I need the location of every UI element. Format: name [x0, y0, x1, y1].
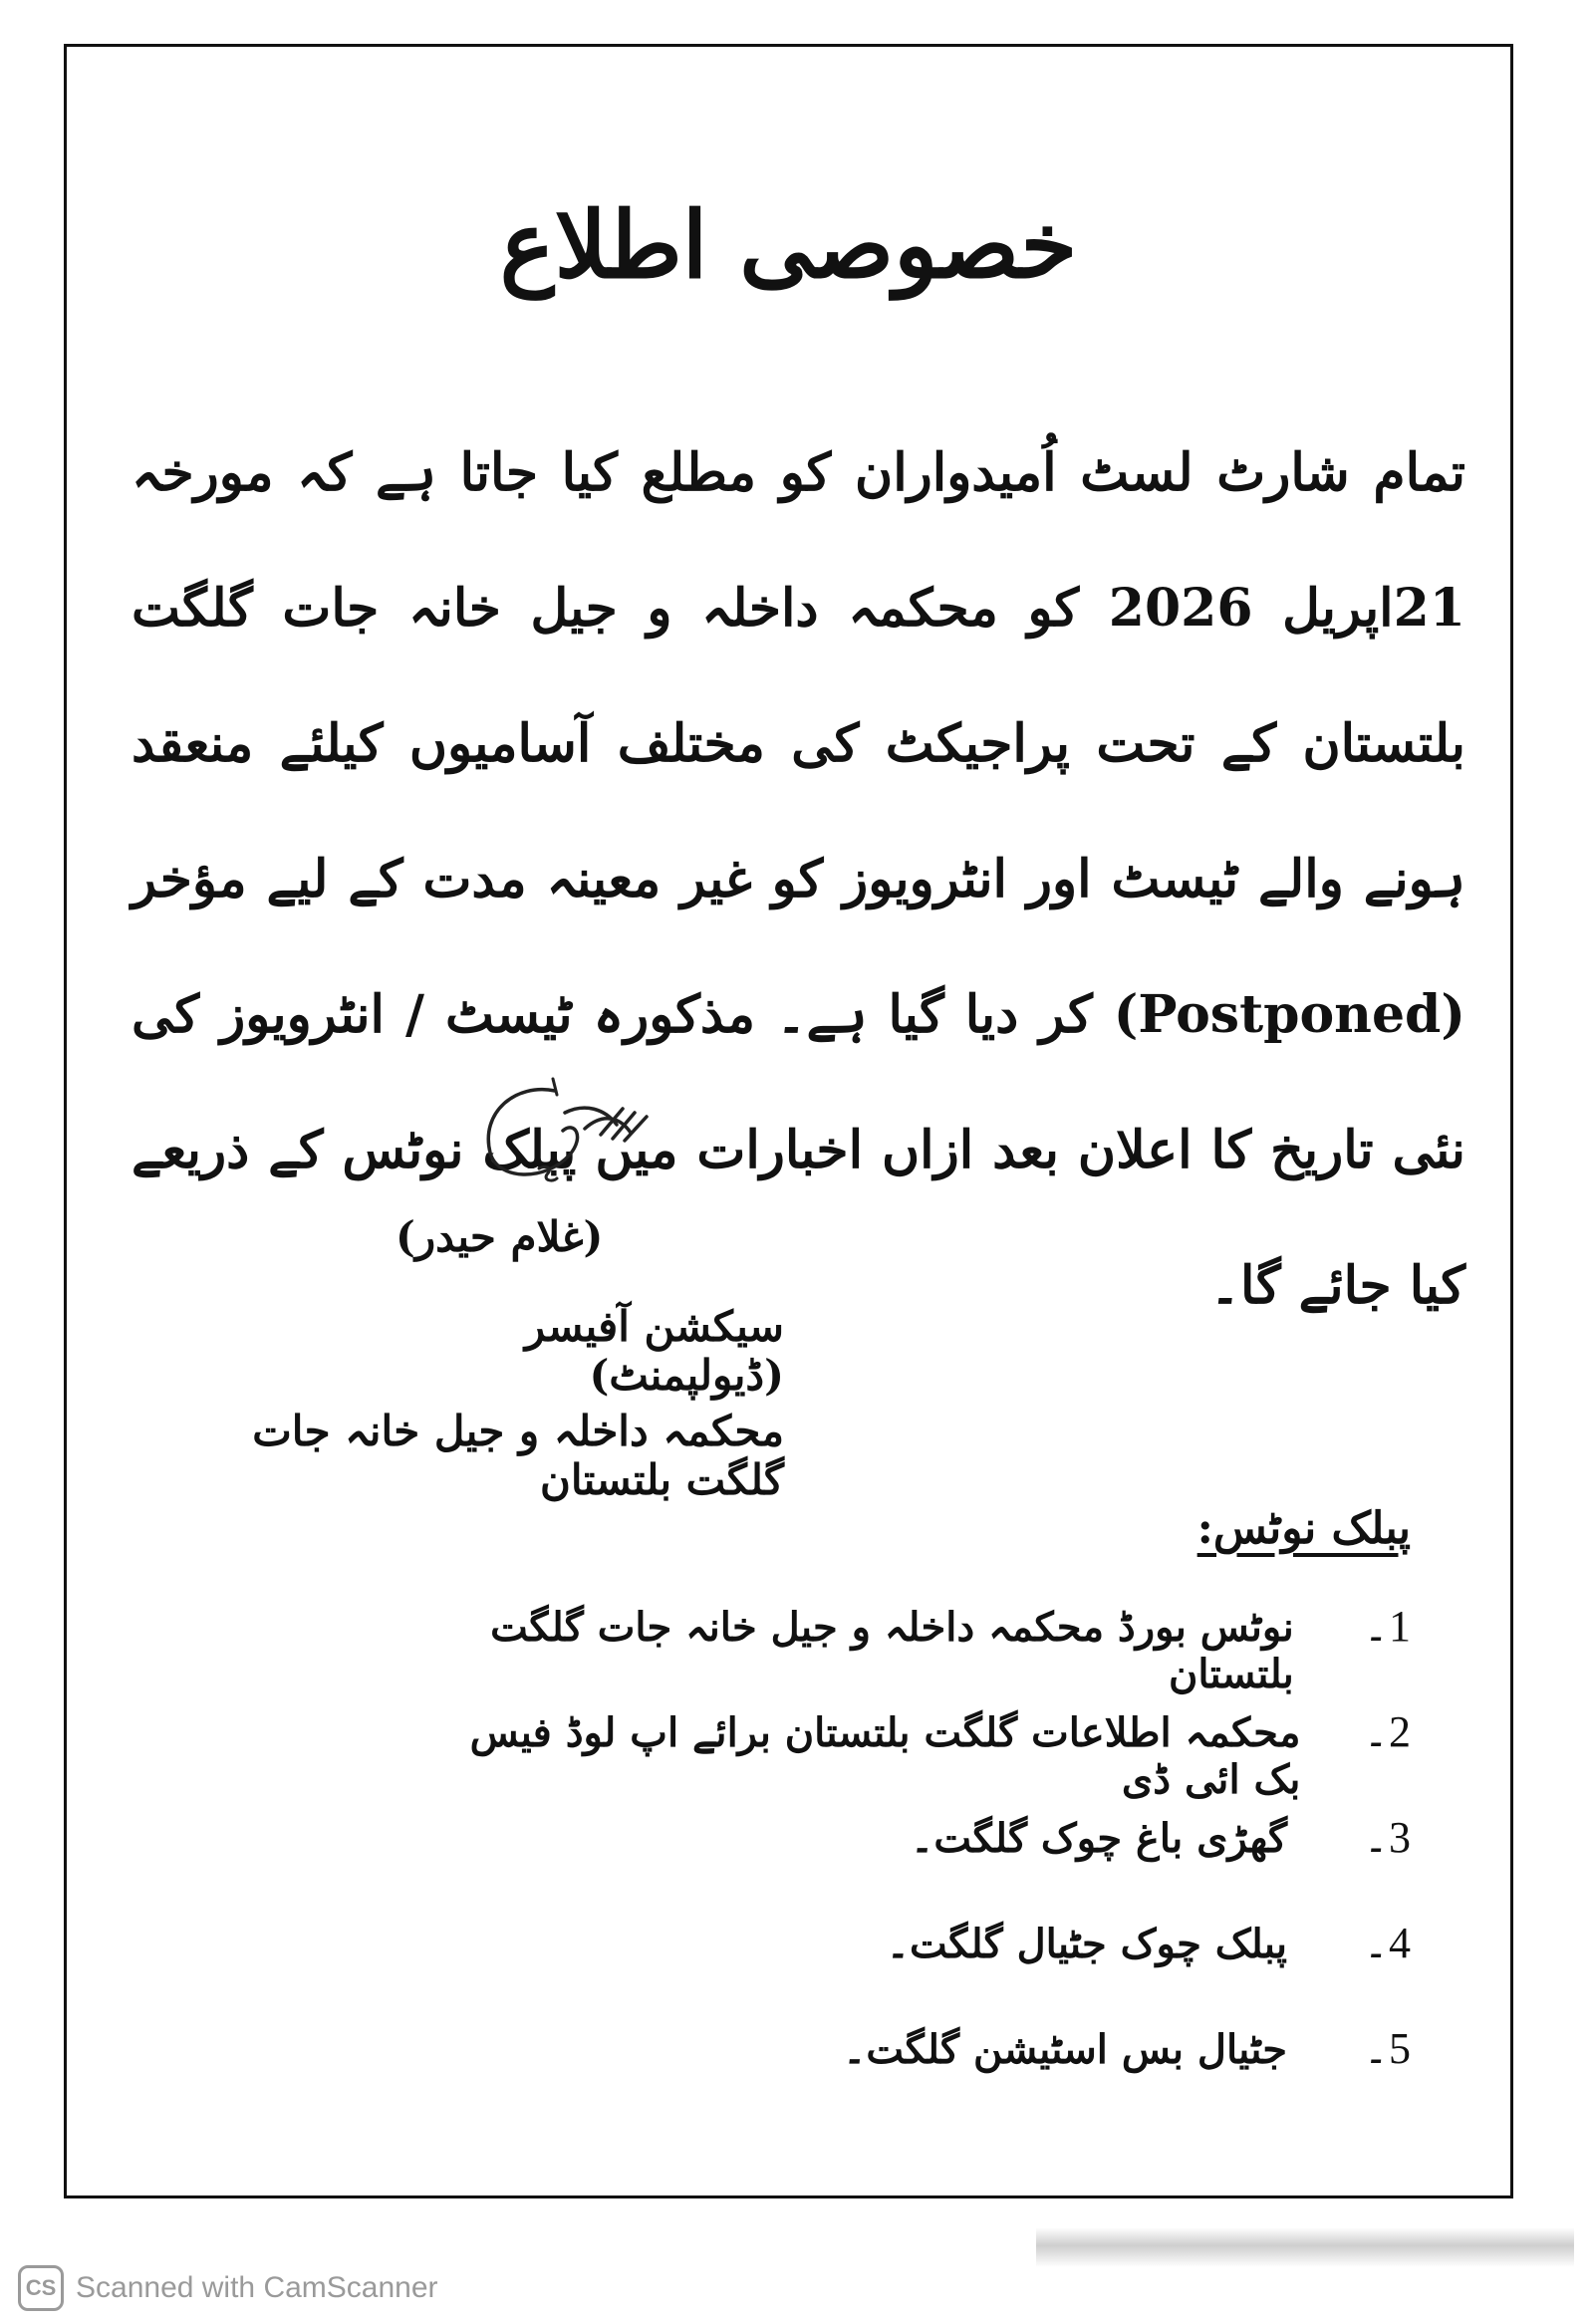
list-item: [414, 1812, 1411, 1918]
list-item-text: محکمہ اطلاعات گلگت بلتستان برائے اپ لوڈ فیس بک ائی ڈی: [469, 1709, 1301, 1803]
camscanner-watermark: [18, 2265, 438, 2311]
list-item: [414, 1601, 1411, 1706]
list-item-text: گھڑی باغ چوک گلگت۔: [910, 1815, 1287, 1862]
signature-mark: [435, 1073, 674, 1212]
watermark-text: Scanned with CamScanner: [76, 2271, 438, 2304]
signatory-department: محکمہ داخلہ و جیل خانہ جات گلگت بلتستان: [252, 1407, 784, 1504]
list-item-number: 3۔: [1363, 1813, 1411, 1862]
scan-edge-shadow: [1036, 2227, 1574, 2267]
list-item: [414, 2023, 1411, 2129]
list-item-text: جٹیال بس اسٹیشن گلگت۔: [842, 2026, 1287, 2073]
signatory-designation: سیکشن آفیسر (ڈیولپمنٹ): [524, 1302, 784, 1400]
list-item-number: 5۔: [1363, 2024, 1411, 2073]
list-item: [414, 1918, 1411, 2023]
signatory-name: (غلام حیدر): [396, 1212, 604, 1261]
signature-block: [186, 1073, 784, 1504]
list-item-number: 1۔: [1363, 1602, 1411, 1651]
notice-body: تمام شارٹ لسٹ اُمیدواران کو مطلع کیا جاتا ہے کہ مورخہ 21اپریل 2026 کو محکمہ داخلہ و جیل خانہ جات گلگت بلتستان کے تحت پراجیکٹ کی مختلف آسامیوں کیلئے منعقد ہونے والے ٹیسٹ اور انٹرویوز کو غیر معینہ مدت کے لیے مؤخر (Postponed) کر دیا گیا ہے۔ مذکورہ ٹیسٹ / انٹرویوز کی نئی تاریخ کا اعلان بعد ازاں اخبارات میں پبلک نوٹس کے ذریعے کیا جائے گا۔: [132, 442, 1465, 1316]
list-item-number: 4۔: [1363, 1919, 1411, 1967]
camscanner-logo-icon: CS: [18, 2265, 64, 2311]
notice-title: خصوصی اطلاع: [499, 191, 1078, 299]
public-notice-heading: پبلک نوٹس:: [1196, 1503, 1411, 1554]
list-item-text: نوٹس بورڈ محکمہ داخلہ و جیل خانہ جات گلگت بلتستان: [490, 1604, 1294, 1697]
public-notice-list: [414, 1601, 1411, 2129]
list-item: [414, 1706, 1411, 1812]
list-item-number: 2۔: [1363, 1707, 1411, 1756]
list-item-text: پبلک چوک جٹیال گلگت۔: [886, 1921, 1287, 1967]
notice-frame: [64, 44, 1513, 2198]
